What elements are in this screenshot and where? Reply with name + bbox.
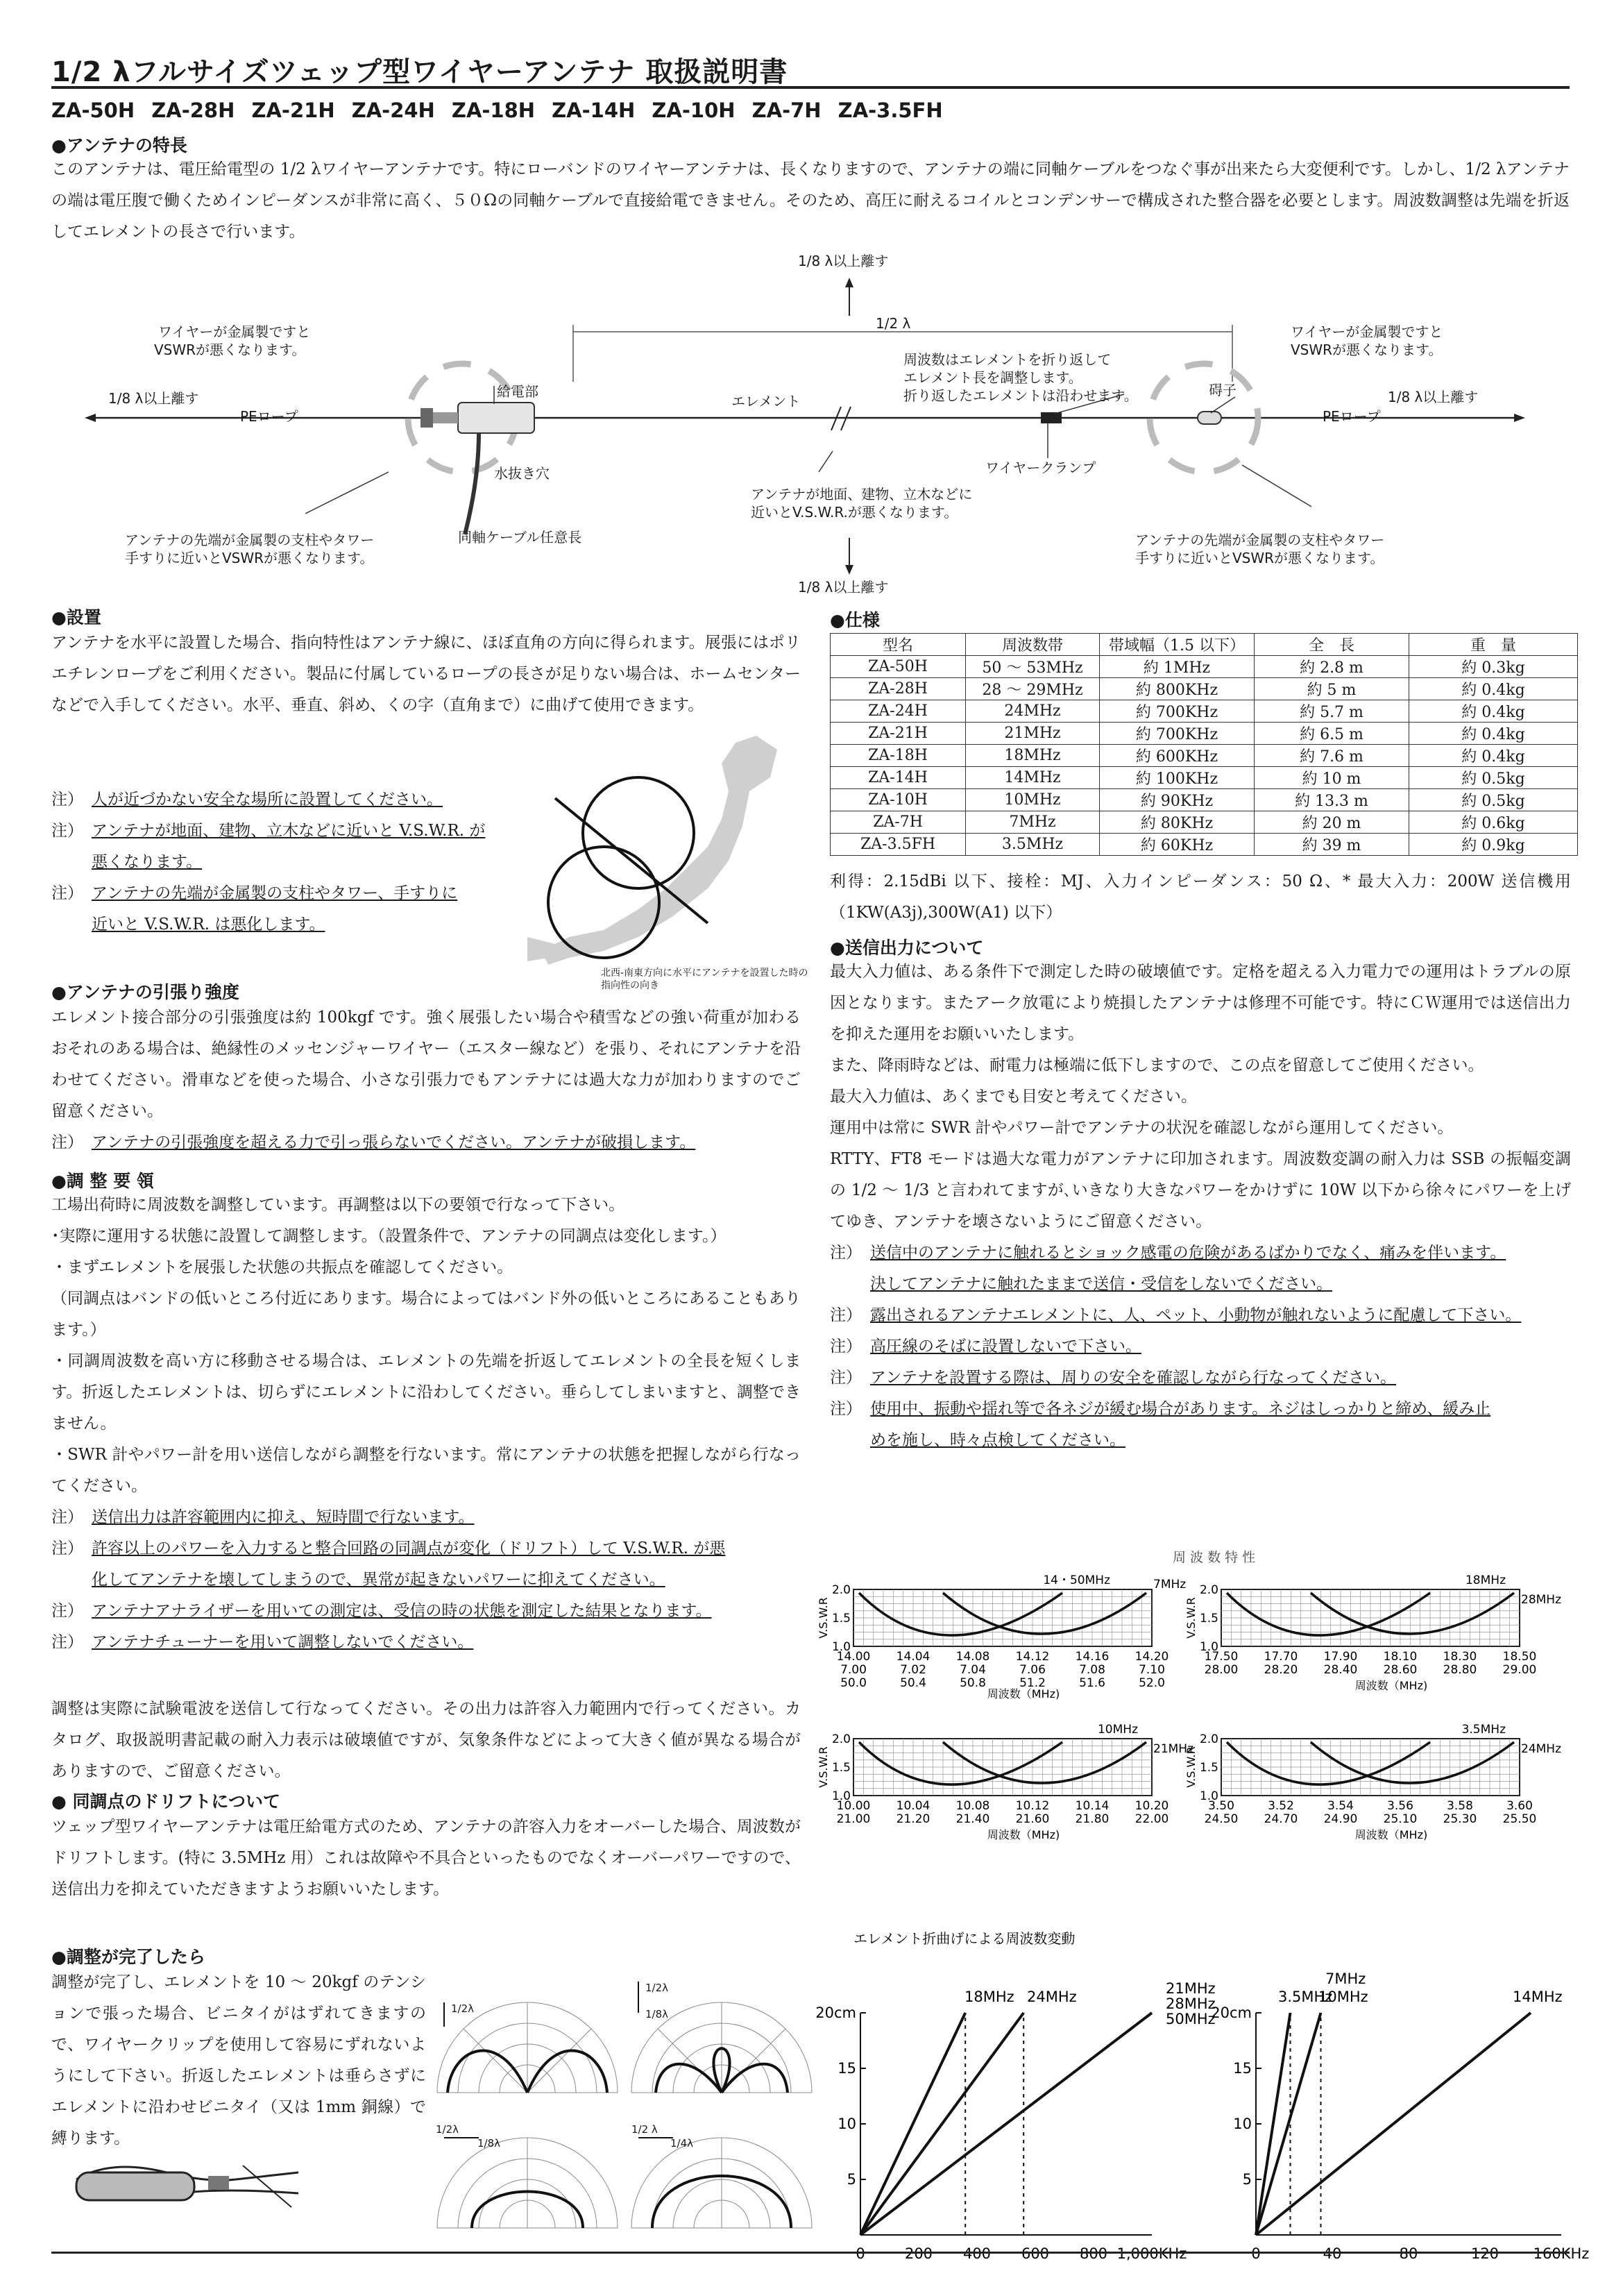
spec-cell: 28 ～ 29MHz bbox=[966, 678, 1100, 700]
x-tick-label: 21.20 bbox=[896, 1812, 931, 1826]
series-line bbox=[1256, 2013, 1321, 2235]
spec-col-bandwidth: 帯域幅（1.5 以下） bbox=[1100, 634, 1255, 656]
x-tick-label: 50.0 bbox=[840, 1676, 867, 1690]
tx-note-2: 注） 露出されるアンテナエレメントに、人、ペット、小動物が触れないように配慮して下さい。 bbox=[830, 1306, 1522, 1324]
x-tick-label: 14.00 bbox=[836, 1650, 871, 1664]
spec-cell: 約 0.5kg bbox=[1409, 789, 1578, 811]
tx-note-5: 注） 使用中、振動や揺れ等で各ネジが緩む場合があります。ネジはしっかりと締め、緩み止 めを施し、時々点検してください。 bbox=[830, 1400, 1491, 1449]
y-tick-label: 5 bbox=[847, 2171, 856, 2188]
y-tick-label: 1.5 bbox=[831, 1761, 851, 1775]
pattern-label-3: 1/8λ bbox=[645, 2008, 669, 2020]
spec-cell: 約 6.5 m bbox=[1255, 723, 1409, 745]
x-tick-label: 21.40 bbox=[955, 1812, 990, 1826]
adjust-line-3: ・まずエレメントを展張した状態の共振点を確認してください。 bbox=[51, 1258, 513, 1276]
series-label: 18MHz bbox=[965, 1989, 1014, 2005]
series-label: 10MHz bbox=[1097, 1723, 1138, 1737]
right-clearance-label: 1/8 λ以上離す bbox=[1388, 389, 1479, 405]
spec-cell: ZA-50H bbox=[831, 656, 966, 678]
x-tick-label: 21.80 bbox=[1075, 1812, 1110, 1826]
spec-col-freq: 周波数帯 bbox=[966, 634, 1100, 656]
x-tick-label: 24.50 bbox=[1204, 1812, 1239, 1826]
series-label: 18MHz bbox=[1465, 1573, 1506, 1587]
x-tick-label: 80 bbox=[1399, 2245, 1418, 2262]
x-tick-label: 28.80 bbox=[1443, 1663, 1477, 1677]
y-axis-label: V.S.W.R bbox=[1184, 1597, 1198, 1639]
insulator-label: 碍子 bbox=[1209, 382, 1237, 398]
x-tick-label: 50.4 bbox=[900, 1676, 926, 1690]
x-tick-label: 17.70 bbox=[1264, 1650, 1298, 1664]
series-label: 21MHz bbox=[1166, 1980, 1216, 1997]
tensile-heading: ●アンテナの引張り強度 bbox=[51, 982, 239, 1002]
x-tick-label: 50.8 bbox=[960, 1676, 986, 1690]
left-clearance-label: 1/8 λ以上離す bbox=[108, 390, 199, 407]
tx-line-4: 運用中は常に SWR 計やパワー計でアンテナの状況を確認しながら運用してください。 bbox=[830, 1119, 1454, 1137]
vswr-panel-3 bbox=[817, 1723, 1193, 1841]
spec-cell: ZA-21H bbox=[831, 723, 966, 745]
spec-cell: 約 0.4kg bbox=[1409, 700, 1578, 723]
adjust-line-2: ･実際に運用する状態に設置して調整します。（設置条件で、アンテナの同調点は変化します。） bbox=[51, 1227, 726, 1245]
y-tick-label: 1.0 bbox=[831, 1640, 851, 1654]
install-heading: ●設置 bbox=[51, 607, 101, 627]
y-tick-label: 2.0 bbox=[831, 1583, 851, 1597]
fold-charts bbox=[815, 1930, 1590, 2262]
left-tip-warning-1: アンテナの先端が金属製の支柱やタワー bbox=[125, 532, 375, 548]
model-list: ZA-50H ZA-28H ZA-21H ZA-24H ZA-18H ZA-14H ZA-10H ZA-7H ZA-3.5FH bbox=[51, 99, 943, 122]
drain-hole-label: 水抜き穴 bbox=[494, 465, 550, 482]
spec-cell: 約 80KHz bbox=[1100, 811, 1255, 834]
spec-cell: 約 1MHz bbox=[1100, 656, 1255, 678]
x-tick-label: 51.2 bbox=[1019, 1676, 1046, 1690]
series-label: 7MHz bbox=[1153, 1578, 1187, 1592]
pattern-label-1: 1/2λ bbox=[451, 2002, 475, 2015]
spec-cell: 約 0.4kg bbox=[1409, 678, 1578, 700]
series-label: 3.5MHz bbox=[1278, 1989, 1333, 2005]
adjust-note-2: 注） 許容以上のパワーを入力すると整合回路の同調点が変化（ドリフト）して V.S.W.R. が悪 化してアンテナを壊してしまうので、異常が起きないパワーに抑えてください。 bbox=[51, 1539, 726, 1589]
x-tick-label: 14.04 bbox=[896, 1650, 931, 1664]
pattern-label-7: 1/4λ bbox=[670, 2137, 694, 2150]
spec-heading: ●仕様 bbox=[830, 610, 880, 630]
spec-cell: 約 2.8 m bbox=[1255, 656, 1409, 678]
y-tick-label: 10 bbox=[838, 2116, 856, 2132]
x-tick-label: 800 bbox=[1079, 2245, 1108, 2262]
x-tick-label: 25.30 bbox=[1443, 1812, 1477, 1826]
spec-row bbox=[831, 723, 1578, 745]
finish-heading: ●調整が完了したら bbox=[51, 1947, 205, 1967]
x-tick-label: 18.30 bbox=[1443, 1650, 1477, 1664]
x-tick-label: 10.00 bbox=[836, 1799, 871, 1813]
y-tick-label: 1.0 bbox=[1199, 1640, 1218, 1654]
map-caption-1: 北西-南東方向に水平にアンテナを設置した時の bbox=[601, 968, 808, 979]
x-tick-label: 21.00 bbox=[836, 1812, 871, 1826]
series-line bbox=[860, 2013, 1023, 2235]
series-line bbox=[860, 2013, 965, 2235]
x-tick-label: 3.56 bbox=[1387, 1799, 1413, 1813]
x-tick-label: 7.02 bbox=[900, 1663, 926, 1677]
pattern-label-2: 1/2λ bbox=[645, 1982, 669, 1994]
tx-note-3: 注） 高圧線のそばに設置しないで下さい。 bbox=[830, 1337, 1141, 1356]
tx-note-4: 注） アンテナを設置する際は、周りの安全を確認しながら行なってください。 bbox=[830, 1369, 1397, 1387]
drift-heading: ● 同調点のドリフトについて bbox=[51, 1791, 281, 1812]
spec-cell: 約 7.6 m bbox=[1255, 745, 1409, 767]
x-tick-label: 10.20 bbox=[1135, 1799, 1169, 1813]
right-metal-warning-1: ワイヤーが金属製ですと bbox=[1291, 323, 1443, 340]
series-label: 24MHz bbox=[1521, 1742, 1562, 1756]
fold-note-3: 折り返したエレメントは沿わせます。 bbox=[903, 387, 1138, 404]
install-text: アンテナを水平に設置した場合、指向特性はアンテナ線に、ほぼ直角の方向に得られます。展張にはポリエチレンロープをご利用ください。製品に付属しているロープの長さが足りない場合は、ホームセンターなどで入手してください。水平、垂直、斜め、くの字（直角まで）に曲げて使用できます。 bbox=[51, 634, 801, 714]
pattern-label-4: 1/2λ bbox=[436, 2123, 459, 2136]
y-tick-label: 15 bbox=[1233, 2060, 1252, 2077]
left-metal-warning-1: ワイヤーが金属製ですと bbox=[158, 323, 311, 340]
y-tick-label: 2.0 bbox=[1199, 1732, 1218, 1746]
x-tick-label: 7.00 bbox=[840, 1663, 867, 1677]
pattern-label-5: 1/8λ bbox=[477, 2137, 501, 2150]
vswr-charts-title: 周 波 数 特 性 bbox=[1173, 1550, 1256, 1565]
spec-row bbox=[831, 811, 1578, 834]
x-tick-label: 40 bbox=[1323, 2245, 1342, 2262]
japan-map-pattern-graphic bbox=[500, 729, 805, 986]
x-tick-label: 7.06 bbox=[1019, 1663, 1046, 1677]
adjust-line-1: 工場出荷時に周波数を調整しています。再調整は以下の要領で行なって下さい。 bbox=[51, 1196, 625, 1214]
y-tick-label: 1.5 bbox=[1199, 1612, 1218, 1626]
x-tick-label: 17.50 bbox=[1204, 1650, 1239, 1664]
spec-row bbox=[831, 789, 1578, 811]
y-tick-label: 20cm bbox=[815, 2004, 856, 2021]
spec-cell: 約 600KHz bbox=[1100, 745, 1255, 767]
tensile-note: 注） アンテナの引張強度を超える力で引っ張らないでください。アンテナが破損します。 bbox=[51, 1133, 696, 1151]
tx-line-3: 最大入力値は、あくまでも目安と考えてください。 bbox=[830, 1088, 1197, 1106]
x-tick-label: 14.20 bbox=[1135, 1650, 1169, 1664]
series-label: 28MHz bbox=[1166, 1995, 1216, 2012]
x-tick-label: 1,000KHz bbox=[1116, 2245, 1187, 2262]
spec-cell: 50 ～ 53MHz bbox=[966, 656, 1100, 678]
spec-cell: 約 5.7 m bbox=[1255, 700, 1409, 723]
x-tick-label: 7.04 bbox=[960, 1663, 986, 1677]
x-tick-label: 21.60 bbox=[1015, 1812, 1050, 1826]
x-tick-label: 0 bbox=[856, 2245, 865, 2262]
x-tick-label: 10.12 bbox=[1015, 1799, 1050, 1813]
y-tick-label: 2.0 bbox=[831, 1732, 851, 1746]
vswr-panel-1 bbox=[817, 1573, 1186, 1700]
x-tick-label: 3.60 bbox=[1506, 1799, 1533, 1813]
spec-col-length: 全 長 bbox=[1255, 634, 1409, 656]
tx-heading: ●送信出力について bbox=[830, 938, 984, 958]
y-axis-label: V.S.W.R bbox=[817, 1746, 830, 1788]
x-tick-label: 10.14 bbox=[1075, 1799, 1110, 1813]
y-tick-label: 5 bbox=[1242, 2171, 1252, 2188]
spec-cell: 約 700KHz bbox=[1100, 723, 1255, 745]
left-tip-warning-2: 手すりに近いとVSWRが悪くなります。 bbox=[125, 550, 374, 566]
map-caption-2: 指向性の向き bbox=[601, 980, 659, 991]
right-metal-warning-2: VSWRが悪くなります。 bbox=[1291, 341, 1443, 358]
x-tick-label: 18.50 bbox=[1502, 1650, 1537, 1664]
tx-line-2: また、降雨時などは、耐電力は極端に低下しますので、この点を留意してご使用ください。 bbox=[830, 1056, 1484, 1074]
element-label: エレメント bbox=[731, 393, 801, 410]
x-tick-label: 14.08 bbox=[955, 1650, 990, 1664]
install-note-1: 注） 人が近づかない安全な場所に設置してください。 bbox=[51, 791, 443, 809]
spec-cell: 約 0.4kg bbox=[1409, 723, 1578, 745]
spec-cell: 約 100KHz bbox=[1100, 767, 1255, 789]
spec-cell: 24MHz bbox=[966, 700, 1100, 723]
half-wave-label: 1/2 λ bbox=[876, 315, 911, 332]
y-tick-label: 15 bbox=[838, 2060, 856, 2077]
x-axis-label: 周波数（MHz) bbox=[987, 1828, 1060, 1841]
spec-cell: ZA-24H bbox=[831, 700, 966, 723]
wire-clip-illustration bbox=[69, 2145, 305, 2221]
spec-row bbox=[831, 834, 1578, 856]
spec-cell: ZA-14H bbox=[831, 767, 966, 789]
spec-col-model: 型名 bbox=[831, 634, 966, 656]
spec-cell: ZA-3.5FH bbox=[831, 834, 966, 856]
spec-cell: 3.5MHz bbox=[966, 834, 1100, 856]
adjust-line-4: （同調点はバンドの低いところ付近にあります。場合によってはバンド外の低いところにあることもあります。） bbox=[51, 1290, 801, 1339]
spec-row bbox=[831, 700, 1578, 723]
fold-panel-1 bbox=[815, 1980, 1215, 2262]
left-metal-warning-2: VSWRが悪くなります。 bbox=[154, 341, 306, 358]
x-tick-label: 0 bbox=[1251, 2245, 1261, 2262]
spec-row bbox=[831, 767, 1578, 789]
x-axis-label: 周波数（MHz) bbox=[1354, 1679, 1428, 1692]
adjust-note-3: 注） アンテナアナライザーを用いての測定は、受信の時の状態を測定した結果となります。 bbox=[51, 1602, 712, 1620]
x-axis-label: 周波数（MHz) bbox=[1354, 1828, 1428, 1841]
series-line bbox=[860, 2013, 1152, 2235]
right-tip-warning-2: 手すりに近いとVSWRが悪くなります。 bbox=[1135, 550, 1384, 566]
fold-panel-2 bbox=[1211, 1970, 1589, 2262]
up-clearance-label: 1/8 λ以上離す bbox=[798, 253, 889, 269]
series-label: 24MHz bbox=[1027, 1989, 1077, 2005]
series-line bbox=[1256, 2013, 1531, 2235]
series-label: 21MHz bbox=[1153, 1742, 1194, 1756]
adjust-line-6: ・SWR 計やパワー計を用い送信しながら調整を行ないます。常にアンテナの状態を把握しながら行なってください。 bbox=[51, 1446, 801, 1495]
adjust-note-4: 注） アンテナチューナーを用いて調整しないでください。 bbox=[51, 1633, 474, 1651]
features-text: このアンテナは、電圧給電型の 1/2 λワイヤーアンテナです。特にローバンドのワイヤーアンテナは、長くなりますので、アンテナの端に同軸ケーブルをつなぐ事が出来たら大変便利です。しかし、1/2 λアンテナの端は電圧腹で働くためインピーダンスが非常に高く、５０Ωの同軸ケーブルで直接給電できません。そのため、高圧に耐えるコイルとコンデンサーで構成された整合器を必要とします。周波数調整は先端を折返してエレメントの長さで行います。 bbox=[51, 160, 1570, 241]
down-clearance-label: 1/8 λ以上離す bbox=[798, 579, 889, 596]
drift-text: ツェップ型ワイヤーアンテナは電圧給電方式のため、アンテナの許容入力をオーバーした場合、周波数がドリフトします。(特に 3.5MHz 用）これは故障や不具合といったものでなくオーバーパワーですので、送信出力を抑えていただきますようお願いいたします。 bbox=[51, 1818, 801, 1898]
x-tick-label: 400 bbox=[962, 2245, 992, 2262]
x-tick-label: 18.10 bbox=[1383, 1650, 1418, 1664]
x-tick-label: 28.60 bbox=[1383, 1663, 1418, 1677]
x-tick-label: 28.40 bbox=[1323, 1663, 1358, 1677]
x-tick-label: 28.20 bbox=[1264, 1663, 1298, 1677]
spec-footnote: 利得：2.15dBi 以下、接栓：MJ、入力インピーダンス：50 Ω、* 最大入力：200W 送信機用（1KW(A3j),300W(A1) 以下） bbox=[830, 872, 1571, 922]
vswr-panel-4 bbox=[1184, 1723, 1561, 1841]
x-tick-label: 22.00 bbox=[1135, 1812, 1169, 1826]
x-tick-label: 3.54 bbox=[1327, 1799, 1354, 1813]
tensile-text: エレメント接合部分の引張強度は約 100kgf です。強く展張したい場合や積雪などの強い荷重が加わるおそれのある場合は、絶縁性のメッセンジャーワイヤー（エスター線など）を張り、それにアンテナを沿わせてください。滑車などを使った場合、小さな引張力でもアンテナには過大な力が加わりますのでご留意ください。 bbox=[51, 1008, 801, 1120]
x-tick-label: 7.08 bbox=[1079, 1663, 1105, 1677]
x-tick-label: 25.10 bbox=[1383, 1812, 1418, 1826]
series-label: 50MHz bbox=[1166, 2011, 1216, 2027]
adjust-text-2: 調整は実際に試験電波を送信して行なってください。その出力は許容入力範囲内で行ってください。カタログ、取扱説明書記載の耐入力表示は破壊値ですが、気象条件などによって大きく値が異なる場合がありますので、ご留意ください。 bbox=[51, 1700, 801, 1780]
spec-cell: 約 0.9kg bbox=[1409, 834, 1578, 856]
radiation-patterns bbox=[430, 1971, 819, 2249]
install-note-3: 注） アンテナの先端が金属製の支柱やタワー、手すりに 近いと V.S.W.R. は悪化します。 bbox=[51, 884, 458, 934]
x-tick-label: 24.90 bbox=[1323, 1812, 1358, 1826]
tx-line-5: RTTY、FT8 モードは過大な電力がアンテナに印加されます。周波数変調の耐入力は SSB の振幅変調の 1/2 ～ 1/3 と言われてますが､いきなり大きなパワーをかけずに 10W 以下から徐々にパワーを上げてゆき、アンテナを壊さないようにご留意ください。 bbox=[830, 1150, 1571, 1231]
spec-header-row bbox=[831, 634, 1578, 656]
y-tick-label: 2.0 bbox=[1199, 1583, 1218, 1597]
spec-cell: 14MHz bbox=[966, 767, 1100, 789]
spec-cell: ZA-7H bbox=[831, 811, 966, 834]
spec-cell: 約 0.3kg bbox=[1409, 656, 1578, 678]
spec-cell: 10MHz bbox=[966, 789, 1100, 811]
x-tick-label: 25.50 bbox=[1502, 1812, 1537, 1826]
spec-row bbox=[831, 678, 1578, 700]
coax-label: 同軸ケーブル任意長 bbox=[458, 529, 582, 546]
x-tick-label: 10.08 bbox=[955, 1799, 990, 1813]
spec-cell: 約 0.4kg bbox=[1409, 745, 1578, 767]
feed-part-label: 給電部 bbox=[497, 383, 538, 400]
spec-cell: 約 800KHz bbox=[1100, 678, 1255, 700]
x-tick-label: 52.0 bbox=[1139, 1676, 1165, 1690]
x-tick-label: 10.04 bbox=[896, 1799, 931, 1813]
spec-cell: 約 13.3 m bbox=[1255, 789, 1409, 811]
x-tick-label: 160KHz bbox=[1533, 2245, 1590, 2262]
spec-cell: 約 90KHz bbox=[1100, 789, 1255, 811]
vswr-panel-2 bbox=[1184, 1573, 1561, 1692]
tx-note-1: 注） 送信中のアンテナに触れるとショック感電の危険があるばかりでなく、痛みを伴います。 決してアンテナに触れたままで送信・受信をしないでください。 bbox=[830, 1244, 1506, 1293]
page-title: 1/2 λフルサイズツェップ型ワイヤーアンテナ 取扱説明書 bbox=[51, 56, 788, 88]
fold-note-2: エレメント長を調整します。 bbox=[903, 369, 1082, 386]
ground-note-1: アンテナが地面、建物、立木などに bbox=[751, 486, 973, 503]
x-tick-label: 14.16 bbox=[1075, 1650, 1110, 1664]
spec-cell: 約 0.5kg bbox=[1409, 767, 1578, 789]
y-tick-label: 1.0 bbox=[831, 1789, 851, 1803]
pattern-label-6: 1/2 λ bbox=[631, 2123, 658, 2136]
x-tick-label: 28.00 bbox=[1204, 1663, 1239, 1677]
tx-line-1: 最大入力値は、ある条件下で測定した時の破壊値です。定格を超える入力電力での運用はトラブルの原因となります。またアーク放電により焼損したアンテナは修理不可能です。特にＣＷ運用では送信出力を抑えた運用をお願いいたします。 bbox=[830, 963, 1571, 1043]
y-tick-label: 1.5 bbox=[1199, 1761, 1218, 1775]
spec-cell: 約 700KHz bbox=[1100, 700, 1255, 723]
y-tick-label: 1.0 bbox=[1199, 1789, 1218, 1803]
x-tick-label: 3.50 bbox=[1208, 1799, 1234, 1813]
bottom-rule bbox=[51, 2252, 1570, 2254]
spec-cell: ZA-10H bbox=[831, 789, 966, 811]
series-label: 3.5MHz bbox=[1461, 1723, 1506, 1737]
series-label: 28MHz bbox=[1521, 1593, 1562, 1607]
spec-cell: 約 10 m bbox=[1255, 767, 1409, 789]
y-tick-label: 10 bbox=[1233, 2116, 1252, 2132]
series-label: 14・50MHz bbox=[1043, 1573, 1110, 1587]
series-label: 7MHz bbox=[1325, 1970, 1366, 1987]
fold-chart-title: エレメント折曲げによる周波数変動 bbox=[853, 1930, 1076, 1947]
spec-cell: 7MHz bbox=[966, 811, 1100, 834]
x-axis-label: 周波数（MHz) bbox=[987, 1687, 1060, 1700]
spec-cell: 約 39 m bbox=[1255, 834, 1409, 856]
spec-row bbox=[831, 656, 1578, 678]
ground-note-2: 近いとV.S.W.R.が悪くなります。 bbox=[751, 504, 958, 521]
spec-cell: 21MHz bbox=[966, 723, 1100, 745]
y-axis-label: V.S.W.R bbox=[1184, 1746, 1198, 1788]
spec-cell: ZA-18H bbox=[831, 745, 966, 767]
x-tick-label: 600 bbox=[1021, 2245, 1050, 2262]
spec-cell: 約 60KHz bbox=[1100, 834, 1255, 856]
x-tick-label: 51.6 bbox=[1079, 1676, 1105, 1690]
x-tick-label: 24.70 bbox=[1264, 1812, 1298, 1826]
wire-clamp-label: ワイヤークランプ bbox=[985, 459, 1096, 476]
spec-cell: 18MHz bbox=[966, 745, 1100, 767]
x-tick-label: 120 bbox=[1470, 2245, 1499, 2262]
features-heading: ●アンテナの特長 bbox=[51, 135, 187, 155]
x-tick-label: 29.00 bbox=[1502, 1663, 1537, 1677]
y-tick-label: 20cm bbox=[1211, 2004, 1252, 2021]
x-tick-label: 14.12 bbox=[1015, 1650, 1050, 1664]
right-tip-warning-1: アンテナの先端が金属製の支柱やタワー bbox=[1135, 532, 1385, 548]
spec-cell: 約 0.6kg bbox=[1409, 811, 1578, 834]
install-note-2: 注） アンテナが地面、建物、立木などに近いと V.S.W.R. が 悪くなります。 bbox=[51, 822, 486, 871]
adjust-note-1: 注） 送信出力は許容範囲内に抑え、短時間で行ないます。 bbox=[51, 1508, 475, 1526]
x-tick-label: 200 bbox=[904, 2245, 933, 2262]
x-tick-label: 17.90 bbox=[1323, 1650, 1358, 1664]
spec-table bbox=[830, 633, 1578, 856]
vswr-charts bbox=[817, 1569, 1575, 1860]
spec-cell: 約 5 m bbox=[1255, 678, 1409, 700]
x-tick-label: 3.58 bbox=[1447, 1799, 1473, 1813]
pe-rope-right-label: PEロープ bbox=[1323, 408, 1381, 425]
spec-col-weight: 重 量 bbox=[1409, 634, 1578, 656]
fold-note-1: 周波数はエレメントを折り返して bbox=[903, 351, 1112, 368]
x-tick-label: 7.10 bbox=[1139, 1663, 1165, 1677]
spec-cell: ZA-28H bbox=[831, 678, 966, 700]
x-tick-label: 3.52 bbox=[1268, 1799, 1294, 1813]
adjust-line-5: ・同調周波数を高い方に移動させる場合は、エレメントの先端を折返してエレメントの全長を短くします。折返したエレメントは、切らずにエレメントに沿わしてください。垂らしてしまいますと、調整できません。 bbox=[51, 1352, 801, 1433]
spec-row bbox=[831, 745, 1578, 767]
y-axis-label: V.S.W.R bbox=[817, 1597, 830, 1639]
spec-cell: 約 20 m bbox=[1255, 811, 1409, 834]
series-label: 10MHz bbox=[1318, 1989, 1368, 2005]
pe-rope-left-label: PEロープ bbox=[240, 408, 298, 425]
series-label: 14MHz bbox=[1513, 1989, 1563, 2005]
title-rule bbox=[51, 86, 1570, 89]
y-tick-label: 1.5 bbox=[831, 1612, 851, 1626]
finish-text: 調整が完了し、エレメントを 10 ～ 20kgf のテンションで張った場合、ビニタイがはずれてきますので、ワイヤークリップを使用して容易にずれないようにして下さい。折返したエレメントは垂らさずにエレメントに沿わせビニタイ（又は 1mm 銅線）で縛ります。 bbox=[51, 1973, 426, 2147]
adjust-heading: ●調 整 要 領 bbox=[51, 1171, 154, 1191]
